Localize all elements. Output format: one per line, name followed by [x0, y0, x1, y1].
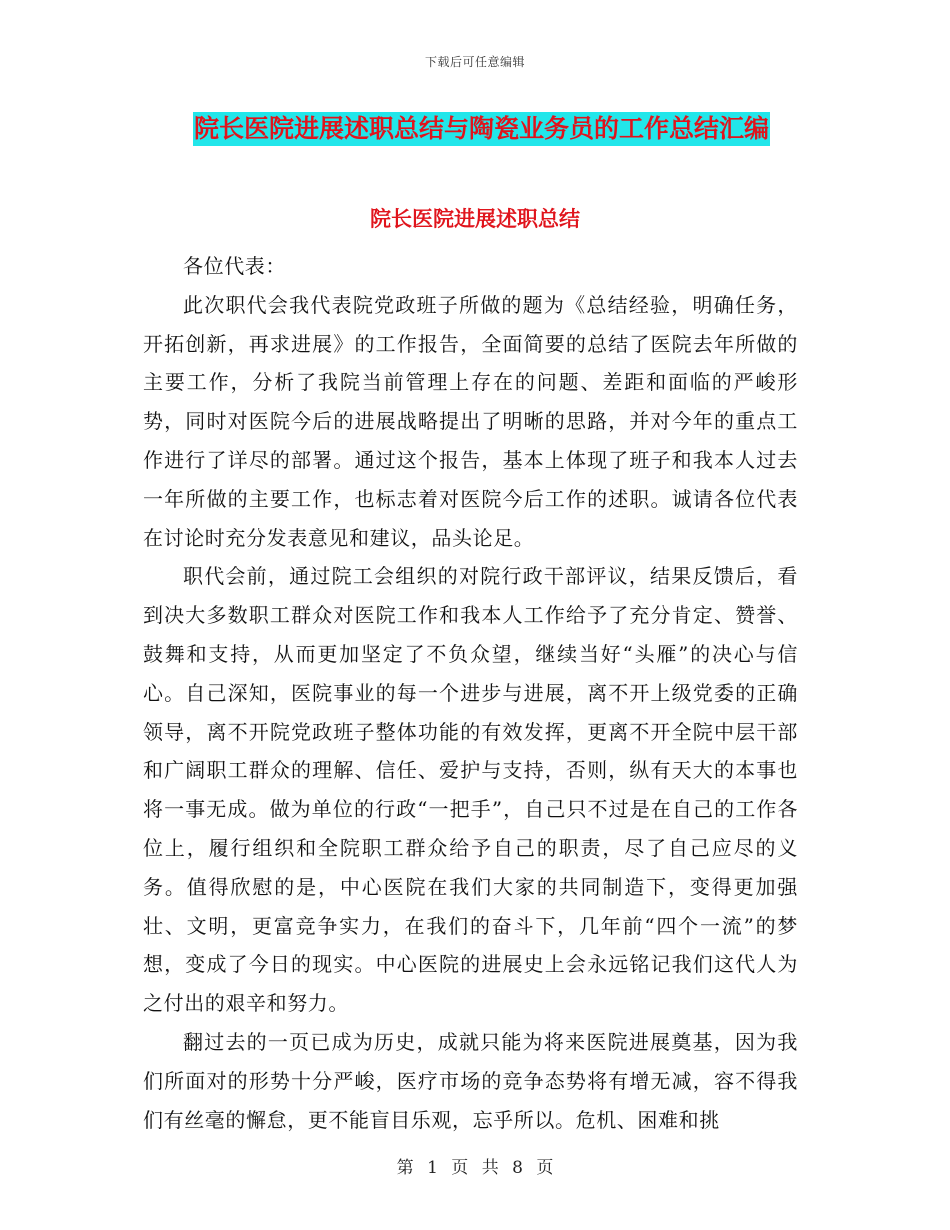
body-paragraph: 职代会前，通过院工会组织的对院行政干部评议，结果反馈后，看到决大多数职工群众对医院工作和我本人工作给予了充分肯定、赞誉、鼓舞和支持，从而更加坚定了不负众望，继续当好“头雁”的决心与信心。自己深知，医院事业的每一个进步与进展，离不开上级党委的正确领导，离不开院党政班子整体功能的有效发挥，更离不开全院中层干部和广阔职工群众的理解、信任、爱护与支持，否则，纵有天大的本事也将一事无成。做为单位的行政“一把手”，自己只不过是在自己的工作各位上，履行组织和全院职工群众给予自己的职责，尽了自己应尽的义务。值得欣慰的是，中心医院在我们大家的共同制造下，变得更加强壮、文明，更富竞争实力，在我们的奋斗下，几年前“四个一流”的梦想，变成了今日的现实。中心医院的进展史上会永远铭记我们这代人为之付出的艰辛和努力。: [143, 564, 798, 1016]
document-title: 院长医院进展述职总结与陶瓷业务员的工作总结汇编: [193, 112, 770, 146]
page-number-footer: 第 1 页 共 8 页: [396, 1158, 554, 1178]
body-paragraph: 翻过去的一页已成为历史，成就只能为将来医院进展奠基，因为我们所面对的形势十分严峻，医疗市场的竞争态势将有增无减，容不得我们有丝毫的懈怠，更不能盲目乐观，忘乎所以。危机、困难和挑: [143, 1029, 798, 1132]
salutation-paragraph: 各位代表：: [183, 254, 286, 278]
body-paragraph: 此次职代会我代表院党政班子所做的题为《总结经验，明确任务，开拓创新，再求进展》的工作报告，全面简要的总结了医院去年所做的主要工作，分析了我院当前管理上存在的问题、差距和面临的严峻形势，同时对医院今后的进展战略提出了明晰的思路，并对今年的重点工作进行了详尽的部署。通过这个报告，基本上体现了班子和我本人过去一年所做的主要工作，也标志着对医院今后工作的述职。诚请各位代表在讨论时充分发表意见和建议，品头论足。: [143, 292, 798, 550]
document-body: [143, 247, 798, 1139]
document-title-container: [193, 112, 770, 146]
page-header-note: 下载后可任意编辑: [424, 55, 525, 69]
section-title: 院长医院进展述职总结: [370, 206, 580, 231]
